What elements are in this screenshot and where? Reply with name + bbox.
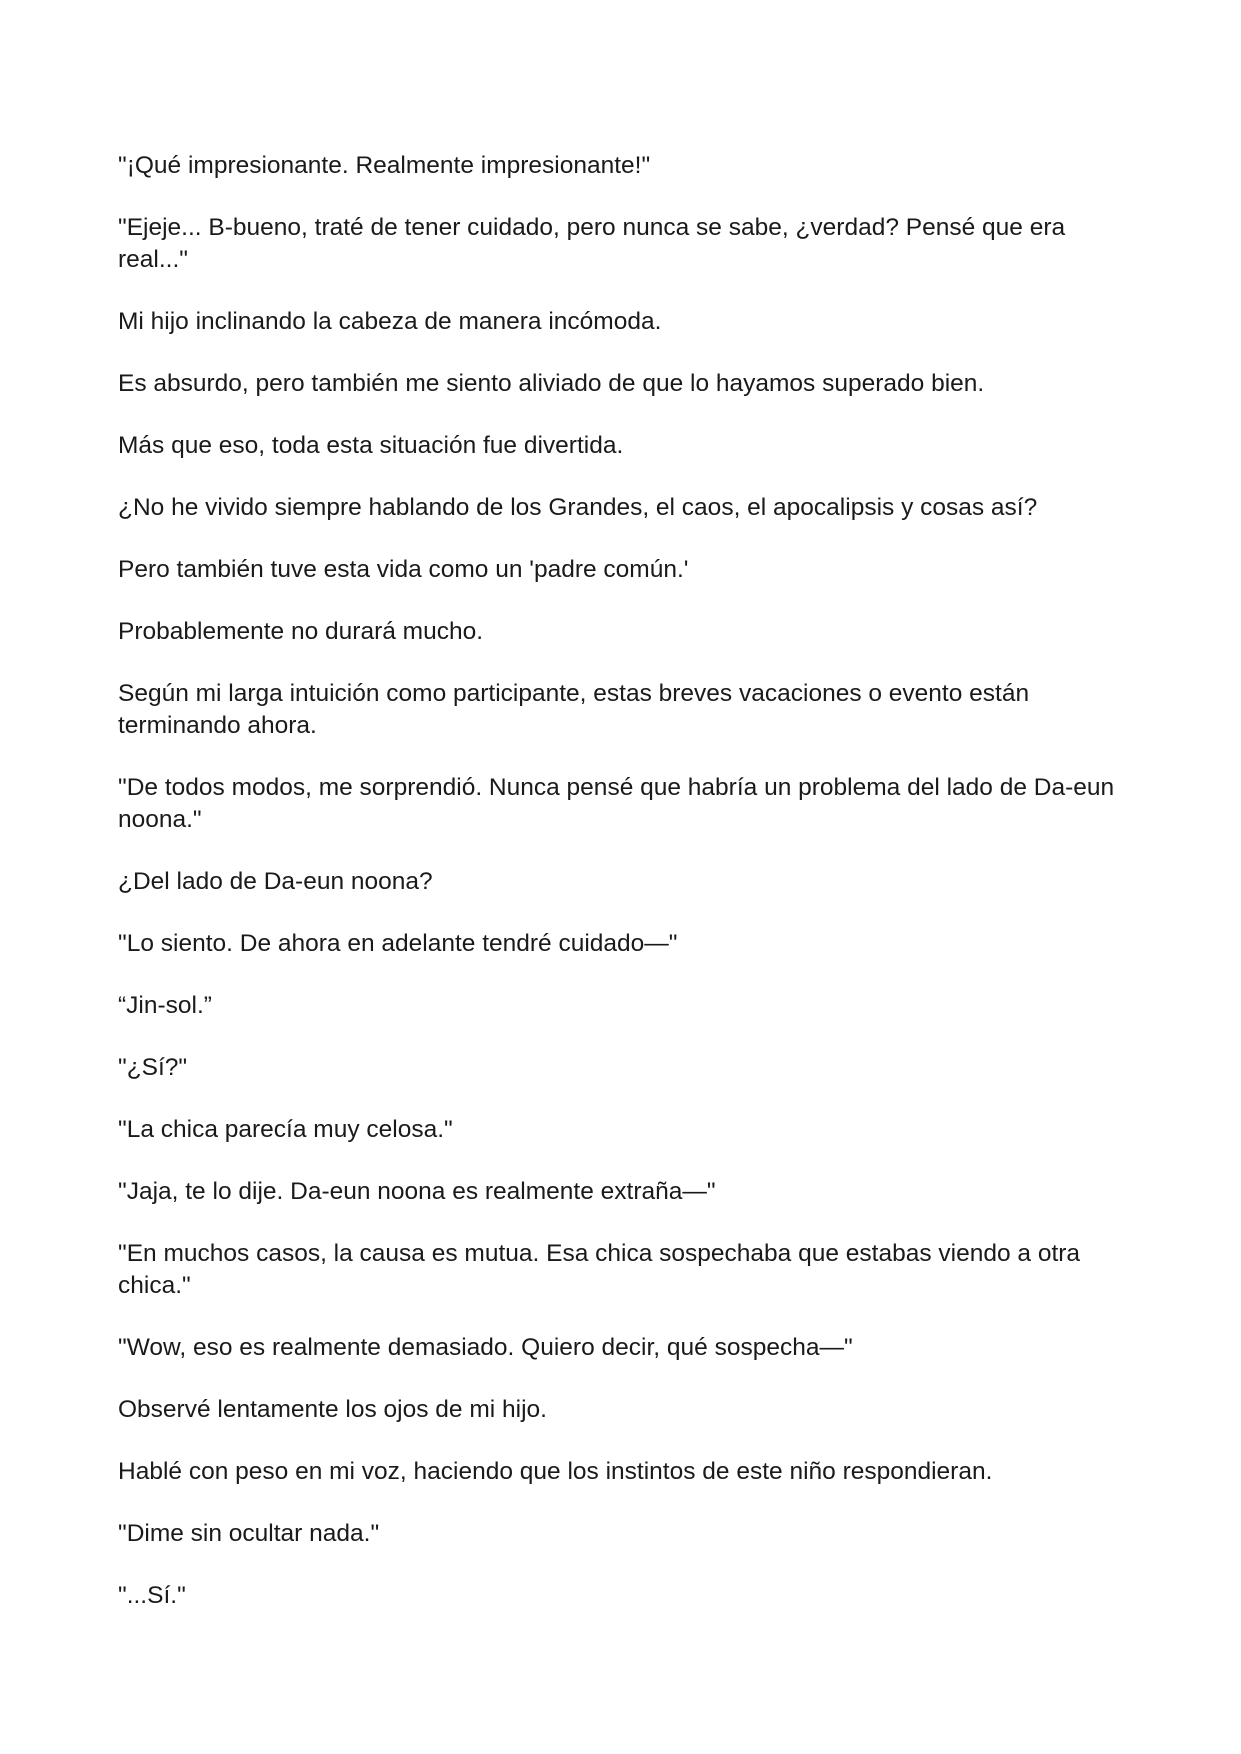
paragraph: "De todos modos, me sorprendió. Nunca pensé que habría un problema del lado de Da-eun noona."	[118, 774, 1115, 833]
paragraph: "¡Qué impresionante. Realmente impresionante!"	[118, 152, 651, 179]
paragraph: "Dime sin ocultar nada."	[118, 1520, 380, 1547]
paragraph: "Jaja, te lo dije. Da-eun noona es realmente extraña—"	[118, 1178, 716, 1205]
paragraph: “Jin-sol.”	[118, 992, 212, 1019]
paragraph: "La chica parecía muy celosa."	[118, 1116, 453, 1143]
paragraph: Observé lentamente los ojos de mi hijo.	[118, 1396, 547, 1423]
text-column	[118, 150, 1128, 1642]
paragraph: "Lo siento. De ahora en adelante tendré cuidado—"	[118, 930, 678, 957]
paragraph: ¿Del lado de Da-eun noona?	[118, 868, 433, 895]
paragraph: Según mi larga intuición como participante, estas breves vacaciones o evento están terminando ahora.	[118, 680, 1030, 739]
paragraph: "En muchos casos, la causa es mutua. Esa chica sospechaba que estabas viendo a otra chica."	[118, 1240, 1081, 1299]
paragraph: Es absurdo, pero también me siento aliviado de que lo hayamos superado bien.	[118, 370, 985, 397]
paragraph: ¿No he vivido siempre hablando de los Grandes, el caos, el apocalipsis y cosas así?	[118, 494, 1038, 521]
paragraph: Mi hijo inclinando la cabeza de manera incómoda.	[118, 308, 662, 335]
paragraph: "...Sí."	[118, 1582, 186, 1609]
paragraph: "Wow, eso es realmente demasiado. Quiero decir, qué sospecha—"	[118, 1334, 853, 1361]
paragraph: Más que eso, toda esta situación fue divertida.	[118, 432, 624, 459]
paragraph: "Ejeje... B-bueno, traté de tener cuidado, pero nunca se sabe, ¿verdad? Pensé que era real..."	[118, 214, 1066, 273]
paragraph: Pero también tuve esta vida como un 'padre común.'	[118, 556, 689, 583]
paragraph: Hablé con peso en mi voz, haciendo que los instintos de este niño respondieran.	[118, 1458, 993, 1485]
paragraph: Probablemente no durará mucho.	[118, 618, 483, 645]
paragraph: "¿Sí?"	[118, 1054, 188, 1081]
